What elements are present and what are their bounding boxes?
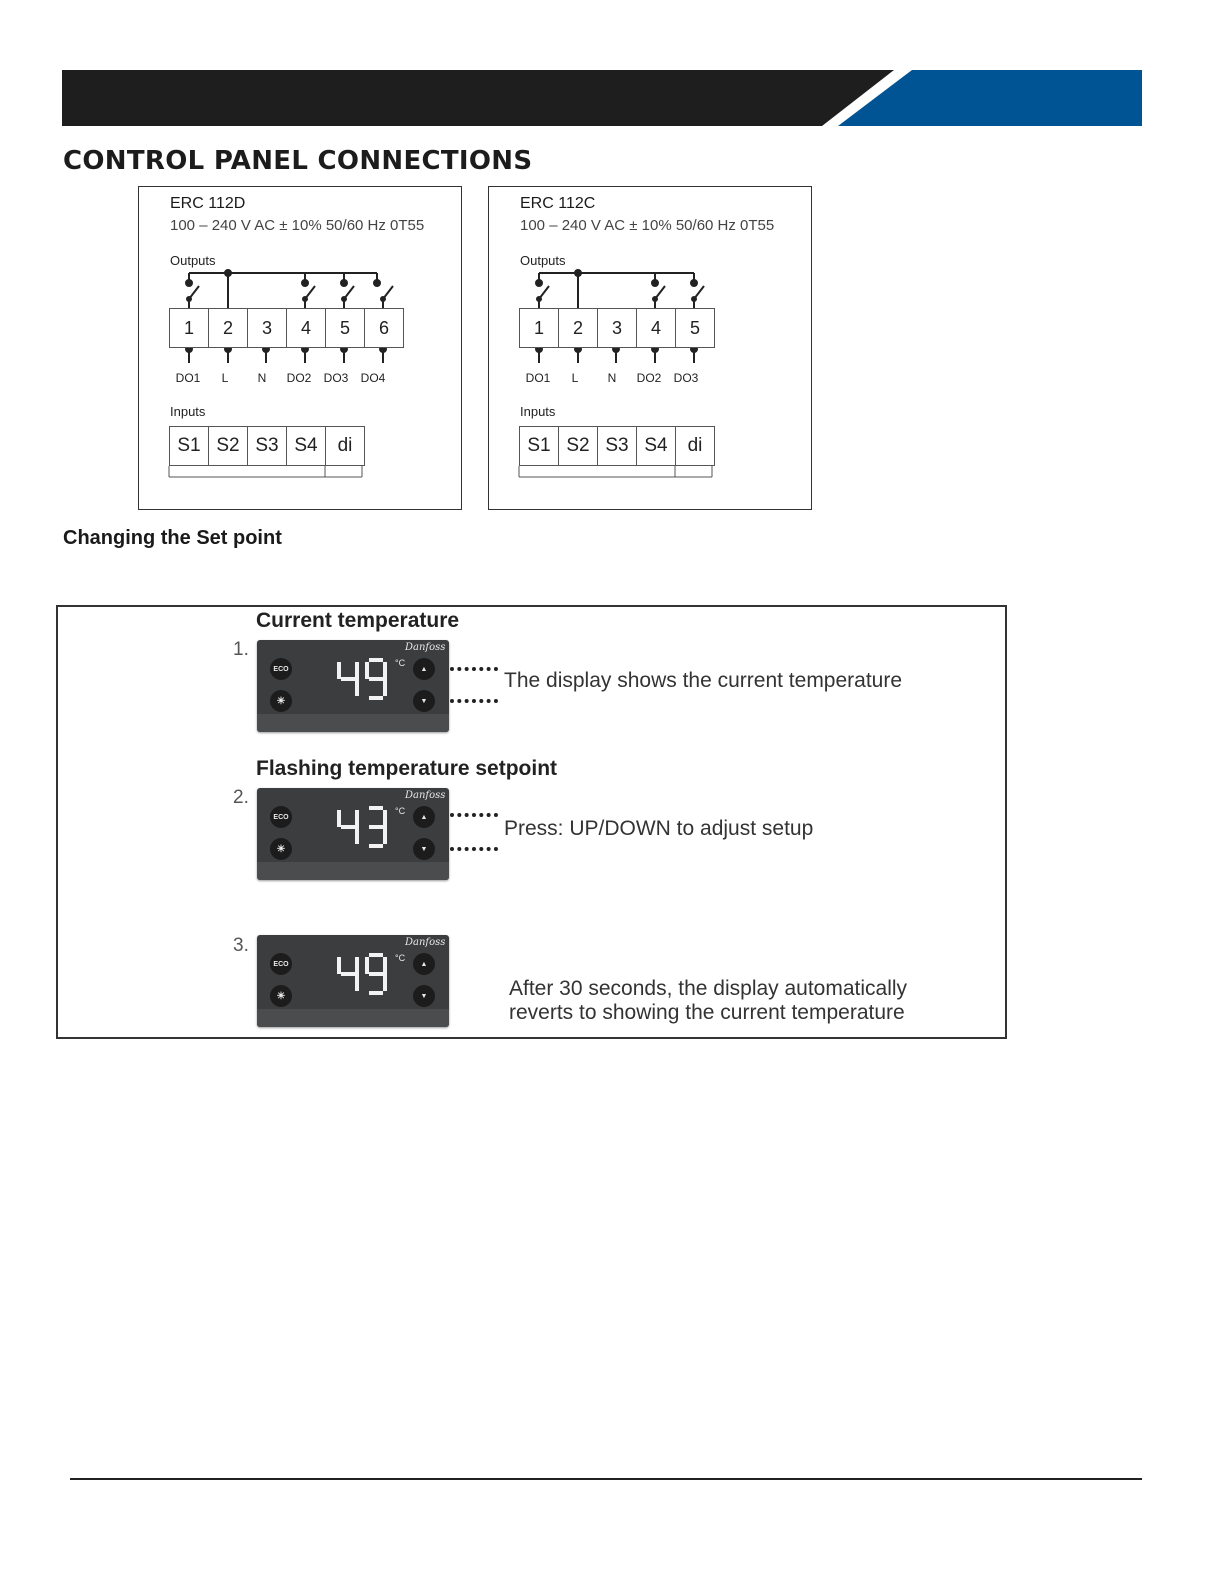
digit-segment — [383, 679, 387, 696]
temperature-readout — [337, 953, 393, 999]
input-terminal: S1 — [169, 426, 209, 466]
display-bottom-strip — [257, 862, 449, 880]
wire-label: N — [257, 371, 267, 385]
controller-display — [257, 640, 449, 732]
unit-label: °C — [395, 806, 406, 816]
panel-spec: 100 – 240 V AC ± 10% 50/60 Hz 0T55 — [520, 217, 775, 234]
setpoint-procedure-box — [56, 605, 1007, 1039]
input-terminal-row — [169, 426, 365, 466]
step-title: Flashing temperature setpoint — [256, 757, 558, 780]
digit-segment — [341, 825, 355, 829]
digit-segment — [337, 810, 341, 827]
digit-segment — [337, 662, 341, 679]
pointer-line-up — [450, 813, 498, 817]
digit-segment — [369, 677, 383, 681]
digit-segment — [383, 810, 387, 827]
up-arrow-icon: ▲ — [420, 813, 428, 821]
wiring-panel-erc112c — [488, 186, 812, 510]
digit-segment — [355, 662, 359, 679]
digit-segment — [355, 827, 359, 844]
input-terminal: S1 — [519, 426, 559, 466]
pointer-line-down — [450, 847, 498, 851]
wire-label: DO3 — [673, 371, 699, 385]
output-terminal: 3 — [247, 308, 287, 348]
output-terminal: 6 — [364, 308, 404, 348]
wiring-panel-erc112d — [138, 186, 462, 510]
step-caption: Press: UP/DOWN to adjust setup — [504, 817, 814, 840]
output-terminal: 5 — [675, 308, 715, 348]
digit-segment — [383, 827, 387, 844]
digit-segment — [337, 957, 341, 974]
wire-label: DO3 — [323, 371, 349, 385]
digit-segment — [365, 957, 369, 974]
step-number: 3. — [233, 935, 249, 956]
caption-line: reverts to showing the current temperature — [509, 1001, 905, 1024]
wire-label: L — [571, 371, 579, 385]
down-arrow-icon: ▼ — [420, 697, 428, 705]
digit-segment — [355, 810, 359, 827]
digit-segment — [365, 662, 369, 679]
unit-label: °C — [395, 953, 406, 963]
up-button[interactable] — [413, 953, 435, 975]
wire-label: DO1 — [525, 371, 551, 385]
inputs-label: Inputs — [520, 404, 556, 419]
down-button[interactable] — [413, 985, 435, 1007]
light-icon: ☀ — [276, 695, 286, 707]
digit-segment — [369, 696, 383, 700]
temperature-readout — [337, 658, 393, 704]
wire-label: DO4 — [360, 371, 386, 385]
outputs-label: Outputs — [170, 253, 216, 268]
step-number: 1. — [233, 639, 249, 660]
digit-segment — [355, 974, 359, 991]
input-terminal: di — [675, 426, 715, 466]
outputs-label: Outputs — [520, 253, 566, 268]
digit-segment — [369, 953, 383, 957]
wire-label: DO2 — [286, 371, 312, 385]
output-terminal: 3 — [597, 308, 637, 348]
input-terminal: S2 — [558, 426, 598, 466]
input-terminal: S2 — [208, 426, 248, 466]
light-button[interactable] — [270, 838, 292, 860]
output-terminal: 1 — [519, 308, 559, 348]
controller-display — [257, 935, 449, 1027]
input-terminal: S4 — [636, 426, 676, 466]
step-number: 2. — [233, 787, 249, 808]
output-terminal: 5 — [325, 308, 365, 348]
wire-label: DO2 — [636, 371, 662, 385]
panel-model: ERC 112C — [520, 195, 596, 212]
pointer-line-down — [450, 699, 498, 703]
input-terminal: S3 — [247, 426, 287, 466]
temperature-readout — [337, 806, 393, 852]
section-title: CONTROL PANEL CONNECTIONS — [63, 146, 533, 176]
banner-accent-band — [838, 70, 1142, 126]
setpoint-heading: Changing the Set point — [63, 527, 282, 549]
up-button[interactable] — [413, 658, 435, 680]
digit-segment — [383, 662, 387, 679]
down-button[interactable] — [413, 690, 435, 712]
down-button[interactable] — [413, 838, 435, 860]
digit-segment — [383, 957, 387, 974]
output-wire-labels — [519, 371, 705, 385]
brand-logo: Danfoss — [405, 937, 446, 948]
wire-label: L — [221, 371, 229, 385]
digit-segment — [369, 825, 383, 829]
digit-segment — [369, 972, 383, 976]
display-bottom-strip — [257, 1009, 449, 1027]
display-bottom-strip — [257, 714, 449, 732]
digit-segment — [369, 844, 383, 848]
controller-display — [257, 788, 449, 880]
eco-button[interactable]: ECO — [270, 953, 292, 975]
light-button[interactable] — [270, 690, 292, 712]
step-caption: The display shows the current temperature — [504, 669, 903, 692]
banner-dark-band — [62, 70, 894, 126]
output-terminal-row — [169, 308, 404, 348]
up-button[interactable] — [413, 806, 435, 828]
panel-model: ERC 112D — [170, 195, 246, 212]
digit-segment — [341, 677, 355, 681]
digit-segment — [355, 957, 359, 974]
brand-logo: Danfoss — [405, 790, 446, 801]
down-arrow-icon: ▼ — [420, 992, 428, 1000]
eco-button[interactable]: ECO — [270, 658, 292, 680]
inputs-label: Inputs — [170, 404, 206, 419]
output-terminal: 2 — [208, 308, 248, 348]
light-button[interactable] — [270, 985, 292, 1007]
light-icon: ☀ — [276, 990, 286, 1002]
digit-segment — [383, 974, 387, 991]
output-terminal: 4 — [636, 308, 676, 348]
output-terminal-row — [519, 308, 715, 348]
digit-segment — [341, 972, 355, 976]
digit-segment — [369, 991, 383, 995]
panel-spec: 100 – 240 V AC ± 10% 50/60 Hz 0T55 — [170, 217, 425, 234]
footer-rule — [70, 1478, 1142, 1480]
light-icon: ☀ — [276, 843, 286, 855]
output-wire-labels — [169, 371, 392, 385]
digit-segment — [369, 658, 383, 662]
digit-segment — [369, 806, 383, 810]
output-terminal: 1 — [169, 308, 209, 348]
input-terminal-row — [519, 426, 715, 466]
output-terminal: 4 — [286, 308, 326, 348]
step-title: Current temperature — [256, 609, 460, 632]
unit-label: °C — [395, 658, 406, 668]
down-arrow-icon: ▼ — [420, 845, 428, 853]
pointer-line-up — [450, 667, 498, 671]
input-terminal: di — [325, 426, 365, 466]
wire-label: DO1 — [175, 371, 201, 385]
wire-label: N — [607, 371, 617, 385]
brand-logo: Danfoss — [405, 642, 446, 653]
step-caption — [509, 977, 907, 1025]
header-banner — [62, 70, 1142, 126]
caption-line: After 30 seconds, the display automatically — [509, 977, 908, 1000]
eco-button[interactable]: ECO — [270, 806, 292, 828]
up-arrow-icon: ▲ — [420, 960, 428, 968]
digit-segment — [355, 679, 359, 696]
input-terminal: S4 — [286, 426, 326, 466]
output-terminal: 2 — [558, 308, 598, 348]
input-terminal: S3 — [597, 426, 637, 466]
up-arrow-icon: ▲ — [420, 665, 428, 673]
